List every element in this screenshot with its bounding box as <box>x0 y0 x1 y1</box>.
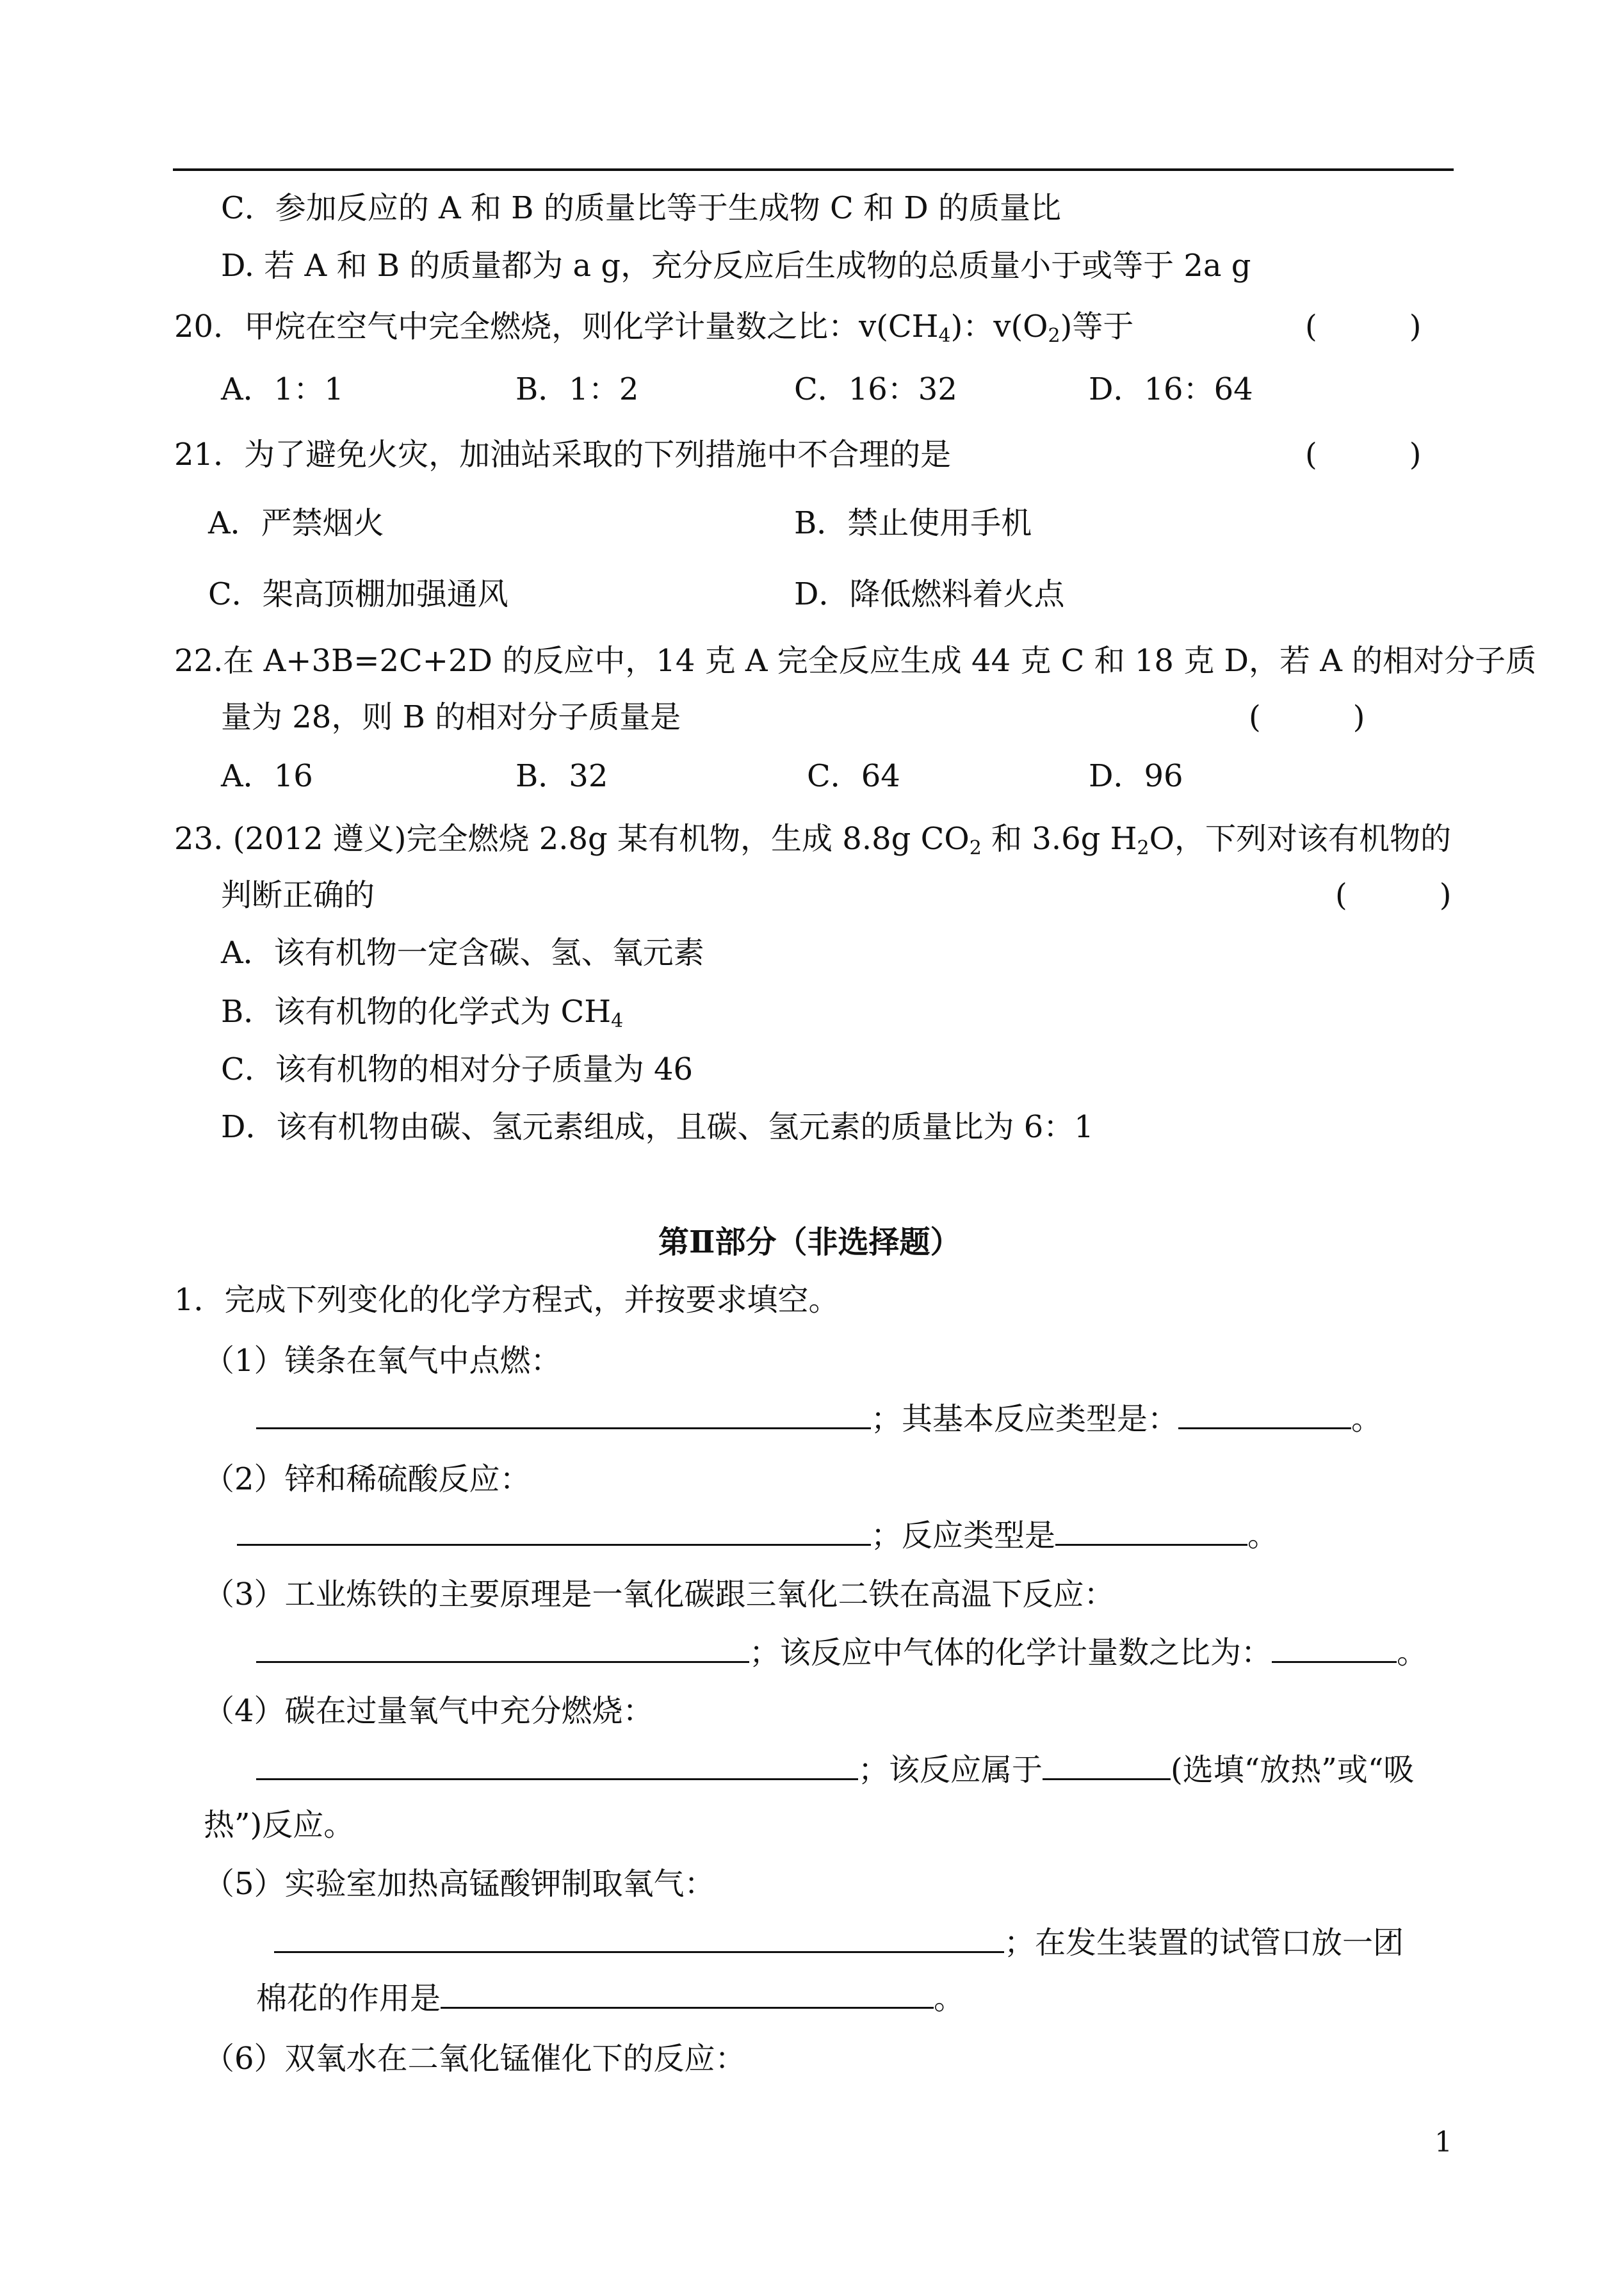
p1-item-1-end: 。 <box>1351 1401 1383 1437</box>
p1-item-4-tail: (选填“放热”或“吸 <box>1171 1752 1415 1788</box>
q23-option-c: C．该有机物的相对分子质量为 46 <box>221 1051 694 1087</box>
p1-item-4-continuation: 热”)反应。 <box>204 1807 355 1843</box>
p1-item-4: （4）碳在过量氧气中充分燃烧： <box>204 1693 654 1729</box>
p1-item-3-end: 。 <box>1397 1635 1428 1671</box>
p1-item-5-end: 。 <box>934 1981 965 2016</box>
p1-item-5-answer-line <box>274 1923 1404 1962</box>
p1-item-2: （2）锌和稀硫酸反应： <box>204 1461 531 1497</box>
heat-type-blank[interactable] <box>1043 1750 1171 1780</box>
equation-blank-5[interactable] <box>274 1923 1004 1953</box>
q23-option-b-subscript: 4 <box>611 1010 624 1032</box>
equation-blank-3[interactable] <box>256 1633 749 1663</box>
q19-option-d: D. 若 A 和 B 的质量都为 a g，充分反应后生成物的总质量小于或等于 2a g <box>221 248 1251 284</box>
q23-option-b-text: B．该有机物的化学式为 CH <box>221 994 612 1030</box>
q20-answer-paren: ( ) <box>1305 309 1422 345</box>
p1-item-6: （6）双氧水在二氧化锰催化下的反应： <box>204 2041 746 2077</box>
q22-stem-line-1: 22.在 A+3B=2C+2D 的反应中，14 克 A 完全反应生成 44 克 C 和 18 克 D，若 A 的相对分子质 <box>174 643 1537 679</box>
p1-item-5-cont-text: 棉花的作用是 <box>256 1981 441 2016</box>
q21-option-a: A．严禁烟火 <box>208 505 384 541</box>
q23-subscript-1: 2 <box>969 837 982 859</box>
header-rule <box>173 168 1454 171</box>
q23-answer-paren: ( ) <box>1335 877 1452 913</box>
p1-item-2-mid: ；反应类型是 <box>871 1518 1056 1553</box>
equation-blank-4[interactable] <box>256 1750 858 1780</box>
q22-stem-line-2: 量为 28，则 B 的相对分子质量是 <box>221 699 681 735</box>
q22-answer-paren: ( ) <box>1249 699 1365 735</box>
q20-stem-text-3: )等于 <box>1060 309 1134 345</box>
q23-stem-text-3: O，下列对该有机物的 <box>1149 821 1451 857</box>
q21-stem: 21．为了避免火灾，加油站采取的下列措施中不合理的是 <box>174 437 952 473</box>
q20-option-d: D．16：64 <box>1089 371 1253 407</box>
q21-answer-paren: ( ) <box>1305 437 1422 473</box>
page-number: 1 <box>1434 2126 1452 2159</box>
p1-item-5-mid: ；在发生装置的试管口放一团 <box>1004 1925 1404 1961</box>
p1-item-3: （3）工业炼铁的主要原理是一氧化碳跟三氧化二铁在高温下反应： <box>204 1577 1115 1612</box>
q23-option-d: D．该有机物由碳、氢元素组成，且碳、氢元素的质量比为 6：1 <box>221 1109 1094 1145</box>
p1-item-5: （5）实验室加热高锰酸钾制取氧气： <box>204 1866 715 1902</box>
p1-item-3-answer-line <box>256 1633 1427 1672</box>
q20-option-c: C．16：32 <box>794 371 957 407</box>
q21-option-c: C．架高顶棚加强通风 <box>208 576 508 612</box>
q21-option-b: B．禁止使用手机 <box>794 505 1032 541</box>
p1-stem: 1．完成下列变化的化学方程式，并按要求填空。 <box>174 1282 840 1318</box>
ratio-blank[interactable] <box>1272 1633 1397 1663</box>
reaction-type-blank-2[interactable] <box>1055 1516 1247 1546</box>
p1-item-2-end: 。 <box>1247 1518 1279 1553</box>
q23-stem-line-2: 判断正确的 <box>221 877 375 913</box>
p1-item-3-mid: ；该反应中气体的化学计量数之比为： <box>749 1635 1272 1671</box>
q23-subscript-2: 2 <box>1137 837 1149 859</box>
q21-option-d: D．降低燃料着火点 <box>794 576 1065 612</box>
q23-stem-text-1: 23. (2012 遵义)完全燃烧 2.8g 某有机物，生成 8.8g CO <box>174 821 970 857</box>
q20-stem-text-1: 20．甲烷在空气中完全燃烧，则化学计量数之比：v(CH <box>174 309 939 345</box>
p1-item-2-answer-line <box>237 1516 1278 1555</box>
q23-stem-text-2: 和 3.6g H <box>981 821 1137 857</box>
q20-subscript-1: 4 <box>938 325 951 347</box>
equation-blank-1[interactable] <box>256 1399 871 1429</box>
p1-item-1-mid: ；其基本反应类型是： <box>871 1401 1179 1437</box>
q20-stem-text-2: )：v(O <box>950 309 1048 345</box>
p1-item-1-answer-line <box>256 1399 1382 1438</box>
q19-option-c: C．参加反应的 A 和 B 的质量比等于生成物 C 和 D 的质量比 <box>221 190 1061 226</box>
q22-option-b: B．32 <box>516 758 608 794</box>
p1-item-1: （1）镁条在氧气中点燃： <box>204 1343 562 1379</box>
q23-option-a: A．该有机物一定含碳、氢、氧元素 <box>221 935 704 971</box>
q23-stem-line-1 <box>174 820 1451 858</box>
q20-option-a: A．1：1 <box>221 371 344 407</box>
q23-option-b <box>221 993 623 1031</box>
q20-option-b: B．1：2 <box>516 371 639 407</box>
cotton-purpose-blank[interactable] <box>441 1979 934 2009</box>
q22-option-a: A．16 <box>221 758 313 794</box>
q20-stem <box>174 307 1133 346</box>
reaction-type-blank-1[interactable] <box>1178 1399 1351 1429</box>
p1-item-5-continuation <box>256 1979 964 2018</box>
equation-blank-2[interactable] <box>237 1516 871 1546</box>
q22-option-d: D．96 <box>1089 758 1183 794</box>
p1-item-4-answer-line <box>256 1750 1414 1789</box>
q22-option-c: C．64 <box>807 758 900 794</box>
q20-subscript-2: 2 <box>1048 325 1060 347</box>
p1-item-4-mid: ；该反应属于 <box>858 1752 1043 1788</box>
section-title: 第Ⅱ部分（非选择题） <box>658 1224 961 1260</box>
